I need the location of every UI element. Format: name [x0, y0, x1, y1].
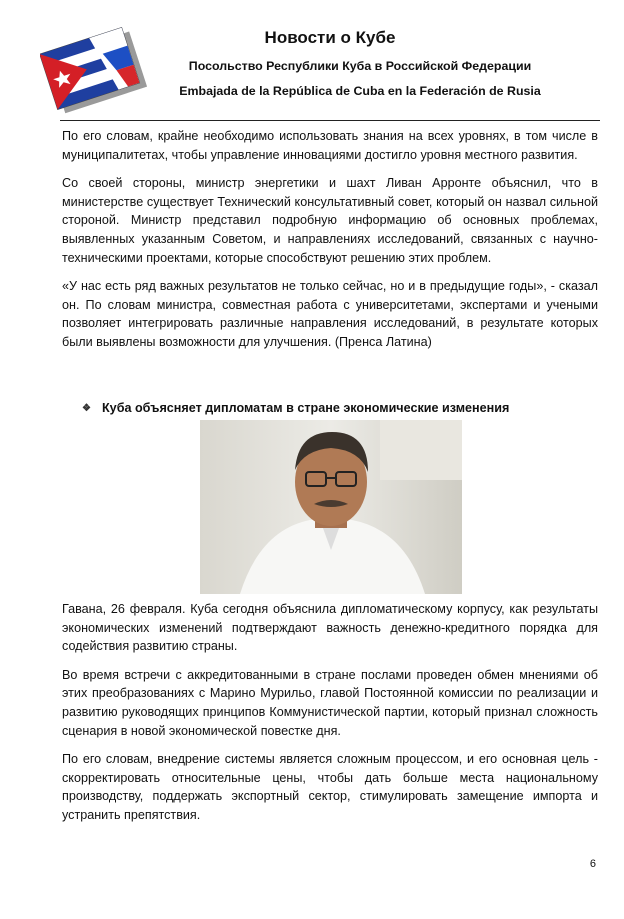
embassy-name-ru: Посольство Республики Куба в Российской Федерации: [188, 59, 532, 73]
page-header: [0, 0, 624, 120]
article-2-headline: [82, 401, 509, 415]
article-photo: [200, 420, 462, 594]
diamond-bullet-icon: ❖: [82, 402, 91, 414]
article-1-body: [62, 127, 598, 362]
headline-text: Куба объясняет дипломатам в стране экономические изменения: [102, 401, 510, 415]
paragraph: Со своей стороны, министр энергетики и шахт Ливан Арронте объяснил, что в министерстве существует Технический консультативный совет, который он назвал сильной стороной. Министр представил подробную информацию об основных проблемах, выявленных указанным Советом, и направлениях исследований, связанных с научно-техническими проектами, которые способствуют решению этих проблем.: [62, 176, 598, 265]
newsletter-title: Новости о Кубе: [264, 28, 396, 47]
paragraph: «У нас есть ряд важных результатов не только сейчас, но и в предыдущие годы», - сказал он. По словам министра, совместная работа с университетами, экспертами и учеными позволяет интегрировать различные направления исследований, в результате которых были выявлены возможности для улучшения. (Пренса Латина): [62, 279, 598, 349]
article-2-body: [62, 600, 598, 835]
paragraph: По его словам, крайне необходимо использовать знания на всех уровнях, в том числе в муниципалитетах, чтобы управление инновациями достигло уровня местного развития.: [62, 129, 598, 162]
paragraph: По его словам, внедрение системы является сложным процессом, и его основная цель - скорректировать относительные цены, чтобы дать больше места национальному производству, поддержать экспортный сектор, стимулировать замещение импорта и устранить препятствия.: [62, 752, 598, 822]
paragraph: Гавана, 26 февраля. Куба сегодня объяснила дипломатическому корпусу, как результаты экономических изменений подтверждают важность денежно-кредитного порядка для содействия развитию страны.: [62, 602, 598, 654]
paragraph: Во время встречи с аккредитованными в стране послами проведен обмен мнениями об этих преобразованиях с Марино Мурильо, главой Постоянной комиссии по реализации и развитию руководящих принципов Коммунистической партии, который признал сложность сценария в новой экономической повестке дня.: [62, 667, 598, 738]
page-number: 6: [589, 858, 596, 870]
embassy-name-es: Embajada de la República de Cuba en la Federación de Rusia: [179, 84, 541, 98]
header-divider: [60, 120, 600, 121]
